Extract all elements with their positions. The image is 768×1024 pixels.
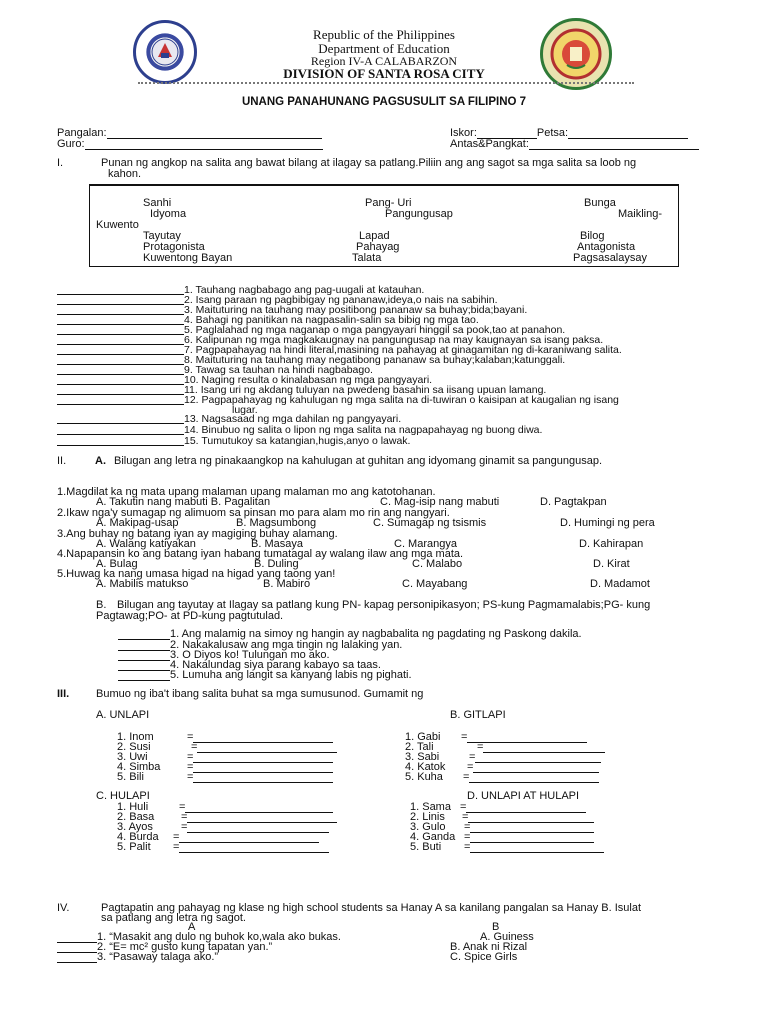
- word-bank-word: Talata: [352, 252, 382, 264]
- word: 3. Gulo: [410, 821, 446, 833]
- answer-blank[interactable]: [57, 336, 184, 345]
- answer-blank[interactable]: [57, 306, 184, 315]
- question-item: 11. Isang uri ng akdang tuluyan na pwedeng basahin sa iisang upuan lamang.: [184, 384, 547, 396]
- word-bank-word: Tayutay: [143, 230, 181, 242]
- choice-d[interactable]: D. Kirat: [593, 558, 630, 570]
- answer-blank[interactable]: [57, 296, 184, 305]
- word: 2. Basa: [117, 811, 155, 823]
- choice-d[interactable]: D. Pagtakpan: [540, 496, 607, 508]
- answer-blank[interactable]: [57, 316, 184, 325]
- word: 1. Gabi: [405, 731, 441, 743]
- choice-b[interactable]: B. Masaya: [251, 538, 303, 550]
- word: 4. Katok: [405, 761, 446, 773]
- word: 5. Bili: [117, 771, 144, 783]
- ukh-item: 1. Sama =: [410, 801, 586, 813]
- word-bank-word: Idyoma: [150, 208, 187, 220]
- header-division: DIVISION OF SANTA ROSA CITY: [283, 66, 485, 81]
- hulapi-item: 4. Burda =: [117, 831, 319, 843]
- question-item: 12. Pagpapahayag ng kahulugan ng mga salita na di-tuwiran o kaisipan at kaugalian ng isang: [184, 394, 619, 406]
- part2-a-label: A.: [95, 455, 106, 467]
- word: 2. Linis: [410, 811, 445, 823]
- teacher-blank[interactable]: [85, 149, 323, 150]
- part2-b-instruction-cont: Pagtawag;PO- at PD-kung pagtutulad.: [96, 610, 284, 622]
- quote-text: 1. “Masakit ang dulo ng buhok ko,wala ako bukas.: [97, 931, 341, 943]
- question-item: 6. Kalipunan ng mga magkakaugnay na pangungusap na may kaugnayan sa isang paksa.: [184, 334, 604, 346]
- answer-blank[interactable]: [57, 286, 184, 295]
- figure-item: [118, 669, 412, 681]
- question-item: 9. Tawag sa tauhan na hindi nagbabago.: [184, 364, 373, 376]
- question-item: 10. Naging resulta o kinalabasan ng mga pangyayari.: [184, 374, 433, 386]
- choice-c[interactable]: C. Sumagap ng tsismis: [373, 517, 487, 529]
- word-bank-word: Sanhi: [143, 197, 172, 209]
- word: 3. Sabi: [405, 751, 440, 763]
- choice-a[interactable]: A. Walang katiyakan: [96, 538, 196, 550]
- answer-blank[interactable]: [57, 356, 184, 365]
- question-item: 4. Bahagi ng panitikan na nagpasalin-salin sa bibig ng mga tao.: [184, 314, 479, 326]
- question-item: 13. Nagsasaad ng mga dahilan ng pangyayari.: [184, 413, 402, 425]
- choice-d[interactable]: D. Kahirapan: [579, 538, 644, 550]
- part2-a-instruction: Bilugan ang letra ng pinakaangkop na kahulugan at guhitan ang idyomang ginamit sa pangungusap.: [114, 455, 603, 467]
- part2-b-label: B.: [96, 599, 107, 611]
- ukh-item: 4. Ganda =: [410, 831, 594, 843]
- choice-a[interactable]: A. Bulag: [96, 558, 138, 570]
- idiom-question: 2.Ikaw nga'y sumagap ng alimuom sa pinsan mo para alam mo rin ang nangyari.: [57, 507, 450, 519]
- unlapi-item: 4. Simba =: [117, 761, 333, 773]
- ukh-item: 3. Gulo =: [410, 821, 594, 833]
- choice-c[interactable]: C. Marangya: [394, 538, 457, 550]
- figure-text: 2. Nakakalusaw ang mga tingin ng lalaking yan.: [170, 639, 403, 651]
- choice-d[interactable]: D. Humingi ng pera: [560, 517, 655, 529]
- word-bank-word: Maikling-: [618, 208, 663, 220]
- idiom-question: 4.Napapansin ko ang batang iyan habang tumatagal ay walang ilaw ang mga mata.: [57, 548, 464, 560]
- page-title: UNANG PANAHUNANG PAGSUSULIT SA FILIPINO 7: [241, 96, 527, 108]
- word: 2. Susi: [117, 741, 151, 753]
- score-label: Iskor:: [450, 127, 477, 139]
- answer-blank[interactable]: [57, 396, 184, 405]
- gitlapi-item: 5. Kuha =: [405, 771, 599, 783]
- gitlapi-item: 2. Tali =: [405, 741, 605, 753]
- question-item: 14. Binubuo ng salita o lipon ng mga salita na nagpapahayag ng buong diwa.: [184, 424, 543, 436]
- ukh-item: 2. Linis =: [410, 811, 594, 823]
- gitlapi-item: 1. Gabi =: [405, 731, 587, 743]
- word-bank-word: Antagonista: [577, 241, 636, 253]
- choice-c[interactable]: C. Mag-isip nang mabuti: [380, 496, 500, 508]
- unlapi-item: 5. Bili =: [117, 771, 333, 783]
- word: 3. Ayos: [117, 821, 153, 833]
- hulapi-label: C. HULAPI: [96, 790, 150, 802]
- part3-instruction: Bumuo ng iba't ibang salita buhat sa mga sumusunod. Gumamit ng: [96, 688, 424, 700]
- rank-blank[interactable]: [529, 149, 699, 150]
- idiom-question: 1.Magdilat ka ng mata upang malaman upang malaman mo ang katotohanan.: [57, 486, 436, 498]
- answer-blank[interactable]: [57, 954, 97, 963]
- part1-number: I.: [57, 157, 64, 169]
- matching-choice: A. Guiness: [480, 931, 534, 943]
- part1-instruction-cont: kahon.: [108, 168, 142, 180]
- header-divider: [138, 82, 634, 88]
- answer-blank[interactable]: [57, 326, 184, 335]
- hulapi-item: 5. Palit =: [117, 841, 329, 853]
- quote-text: 3. “Pasaway talaga ako.”: [97, 951, 219, 963]
- question-item: 15. Tumutukoy sa katangian,hugis,anyo o lawak.: [184, 435, 411, 447]
- teacher-label: Guro:: [57, 138, 85, 150]
- question-item: 1. Tauhang nagbabago ang pag-uugali at katauhan.: [184, 284, 425, 296]
- unlapi-hulapi-label: D. UNLAPI AT HULAPI: [467, 790, 580, 802]
- word: 1. Inom: [117, 731, 154, 743]
- answer-blank[interactable]: [57, 366, 184, 375]
- word: 5. Buti: [410, 841, 442, 853]
- question-item: 7. Pagpapahayag na hindi literal,masining na pahayag at ginagamitan ng di-karaniwang salita.: [184, 344, 622, 356]
- gitlapi-item: 3. Sabi =: [405, 751, 601, 763]
- answer-blank[interactable]: [118, 672, 170, 681]
- ukh-item: 5. Buti =: [410, 841, 604, 853]
- gitlapi-label: B. GITLAPI: [450, 709, 506, 721]
- word: 1. Sama: [410, 801, 451, 813]
- choice-b[interactable]: B. Duling: [254, 558, 299, 570]
- part1-instruction: Punan ng angkop na salita ang bawat bilang at ilagay sa patlang.Piliin ang ang sagot sa mga salita sa loob ng: [101, 157, 637, 169]
- rank-field: [450, 138, 699, 150]
- part4-instruction-cont: sa patlang ang letra ng sagot.: [101, 912, 246, 924]
- column-a-header: A: [188, 921, 196, 933]
- hulapi-item: 2. Basa =: [117, 811, 337, 823]
- answer-blank[interactable]: [57, 426, 184, 435]
- answer-blank[interactable]: [193, 774, 333, 783]
- choice-a[interactable]: A. Takutin nang mabuti B. Pagalitan: [96, 496, 271, 508]
- question-item: 5. Paglalahad ng mga naganap o mga pangyayari hinggil sa pook,tao at panahon.: [184, 324, 566, 336]
- word-bank-word: Protagonista: [143, 241, 205, 253]
- header-republic: Republic of the Philippines: [313, 27, 455, 42]
- rank-label: Antas&Pangkat:: [450, 138, 529, 150]
- answer-blank[interactable]: [470, 844, 604, 853]
- choice-a[interactable]: A. Mabilis matukso: [96, 578, 189, 590]
- idiom-question: 3.Ang buhay ng batang iyan ay magiging buhay alamang.: [57, 528, 338, 540]
- word: 2. Tali: [405, 741, 434, 753]
- word-bank-word: Pagsasalaysay: [573, 252, 647, 264]
- quote-text: 2. “E= mc² gusto kung tapatan yan.”: [97, 941, 273, 953]
- teacher-field: [57, 138, 323, 150]
- figure-text: 5. Lumuha ang langit sa kanyang labis ng pighati.: [170, 669, 412, 681]
- word-bank-word: Bilog: [580, 230, 605, 242]
- choice-b[interactable]: B. Magsumbong: [236, 517, 317, 529]
- word: 4. Ganda: [410, 831, 456, 843]
- part3-number: III.: [57, 688, 70, 700]
- word-bank-word: Pahayag: [356, 241, 400, 253]
- question-item-cont: lugar.: [232, 404, 258, 416]
- column-b-header: B: [492, 921, 500, 933]
- part2-number: II.: [57, 455, 67, 467]
- matching-choice: C. Spice Girls: [450, 951, 518, 963]
- word: 1. Huli: [117, 801, 149, 813]
- figure-text: 3. O Diyos ko! Tulungan mo ako.: [170, 649, 330, 661]
- unlapi-item: 1. Inom =: [117, 731, 333, 743]
- question-item: 8. Maituturing na tauhang may negatibong pananaw sa buhay;kalaban;katunggali.: [184, 354, 566, 366]
- word: 3. Uwi: [117, 751, 148, 763]
- figure-text: 1. Ang malamig na simoy ng hangin ay nagbabalita ng pagdating ng Paskong dakila.: [170, 628, 582, 640]
- hulapi-item: 3. Ayos =: [117, 821, 329, 833]
- unlapi-item: 3. Uwi =: [117, 751, 333, 763]
- gitlapi-item: 4. Katok =: [405, 761, 599, 773]
- answer-blank[interactable]: [57, 415, 184, 424]
- choice-c[interactable]: C. Mayabang: [402, 578, 468, 590]
- header-deped: Department of Education: [318, 41, 450, 56]
- unlapi-label: A. UNLAPI: [96, 709, 150, 721]
- word-bank-word: Kuwento: [96, 219, 139, 231]
- idiom-question: 5.Huwag ka nang umasa higad na higad yang taong yan!: [57, 568, 336, 580]
- choice-c[interactable]: C. Malabo: [412, 558, 463, 570]
- part4-instruction: Pagtapatin ang pahayag ng klase ng high school students sa Hanay A sa kanilang pangalan sa Hanay B. Isulat: [101, 902, 641, 914]
- hulapi-item: 1. Huli =: [117, 801, 333, 813]
- word: 5. Palit: [117, 841, 151, 853]
- name-label: Pangalan:: [57, 127, 107, 139]
- figure-text: 4. Nakalundag siya parang kabayo sa taas.: [170, 659, 381, 671]
- question-item: 2. Isang paraan ng pagbibigay ng pananaw,ideya,o nais na sabihin.: [184, 294, 498, 306]
- matching-item: [57, 951, 218, 963]
- matching-choice: B. Anak ni Rizal: [450, 941, 528, 953]
- word: 5. Kuha: [405, 771, 443, 783]
- word-bank-word: Pangungusap: [385, 208, 453, 220]
- answer-blank[interactable]: [57, 346, 184, 355]
- answer-blank[interactable]: [469, 774, 599, 783]
- word: 4. Burda: [117, 831, 159, 843]
- unlapi-item: 2. Susi =: [117, 741, 337, 753]
- word-bank-word: Bunga: [584, 197, 616, 209]
- choice-b[interactable]: B. Mabiro: [263, 578, 311, 590]
- answer-blank[interactable]: [57, 437, 184, 446]
- date-label: Petsa:: [536, 127, 569, 139]
- word-bank-word: Lapad: [359, 230, 390, 242]
- answer-blank[interactable]: [179, 844, 329, 853]
- question-item: 3. Maituturing na tauhang may positibong pananaw sa buhay;bida;bayani.: [184, 304, 528, 316]
- answer-blank[interactable]: [57, 376, 184, 385]
- word-bank-word: Pang- Uri: [365, 197, 412, 209]
- word-bank-word: Kuwentong Bayan: [143, 252, 233, 264]
- word: 4. Simba: [117, 761, 161, 773]
- part2-b-instruction: Bilugan ang tayutay at Ilagay sa patlang kung PN- kapag personipikasyon; PS-kung Pagmamalabis;PG- kung: [117, 599, 651, 611]
- choice-a[interactable]: A. Makipag-usap: [96, 517, 179, 529]
- answer-blank[interactable]: [57, 386, 184, 395]
- header-region: Region IV-A CALABARZON: [310, 54, 458, 68]
- part4-number: IV.: [57, 902, 70, 914]
- choice-d[interactable]: D. Madamot: [590, 578, 650, 590]
